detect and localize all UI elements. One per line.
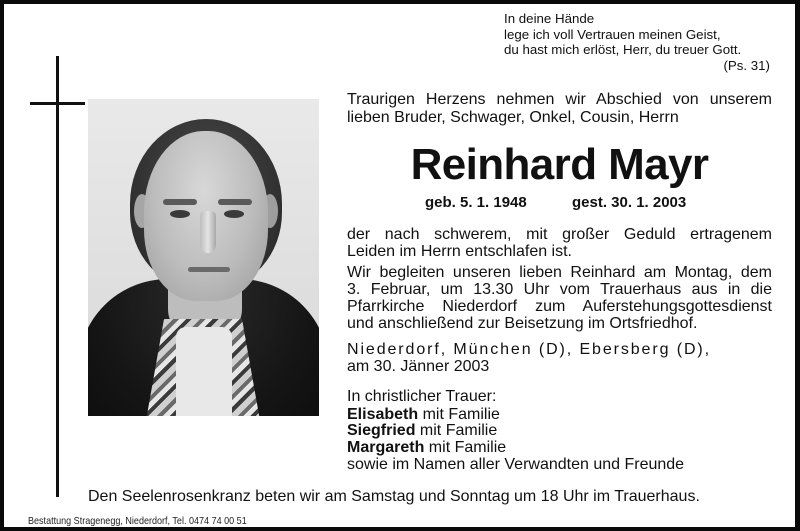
mourner-name: Elisabeth [347, 406, 419, 423]
photo-nose [200, 211, 216, 253]
mourner-name: Margareth [347, 439, 425, 456]
mourner-line [347, 422, 772, 440]
deceased-name: Reinhard Mayr [410, 140, 709, 189]
places-line: Niederdorf, München (D), Ebersberg (D), [347, 341, 711, 358]
funeral-line: Pfarrkirche Niederdorf zum Auferstehungsgottesdienst [347, 298, 772, 315]
funeral-home-footer: Bestattung Stragenegg, Niederdorf, Tel. 0474 74 00 51 [28, 515, 247, 527]
birth-date: geb. 5. 1. 1948 [425, 194, 527, 211]
body-line: Leiden im Herrn entschlafen ist. [347, 243, 572, 260]
psalm-quote [504, 11, 770, 73]
photo-eye [224, 210, 244, 218]
mourner-name: Siegfried [347, 422, 416, 439]
cross-icon-vertical [56, 56, 59, 497]
funeral-line: Wir begleiten unseren lieben Reinhard am Montag, dem [347, 264, 772, 281]
mourner-suffix: mit Familie [418, 406, 500, 423]
rosary-note: Den Seelenrosenkranz beten wir am Samstag und Sonntag um 18 Uhr im Trauerhaus. [88, 488, 700, 505]
psalm-line: In deine Hände [504, 11, 595, 26]
funeral-line: und anschließend zur Beisetzung im Ortsfriedhof. [347, 315, 698, 332]
psalm-reference: (Ps. 31) [723, 57, 770, 73]
mourners-closing: sowie im Namen aller Verwandten und Freunde [347, 456, 685, 473]
psalm-line: lege ich voll Vertrauen meinen Geist, [504, 26, 721, 42]
funeral-line: 3. Februar, um 13.30 Uhr vom Trauerhaus aus in die [347, 281, 772, 298]
intro-line: lieben Bruder, Schwager, Onkel, Cousin, Herrn [347, 109, 679, 126]
photo-tee [176, 327, 232, 416]
mourner-suffix: mit Familie [415, 422, 498, 439]
mourners-heading: In christlicher Trauer: [347, 388, 497, 405]
body-line: der nach schwerem, mit großer Geduld ertragenem [347, 226, 772, 243]
photo-brow [163, 199, 197, 205]
mourner-suffix: mit Familie [424, 439, 507, 456]
death-date: gest. 30. 1. 2003 [572, 194, 687, 211]
photo-mouth [188, 267, 230, 272]
photo-brow [218, 199, 252, 205]
photo-eye [170, 210, 190, 218]
date-line: am 30. Jänner 2003 [347, 358, 490, 375]
portrait-photo [88, 99, 319, 416]
intro-line: Traurigen Herzens nehmen wir Abschied von unserem [347, 91, 772, 108]
mourner-line [347, 439, 772, 457]
psalm-line: du hast mich erlöst, Herr, du treuer Gott. [504, 42, 742, 58]
cross-icon-horizontal [30, 102, 85, 105]
